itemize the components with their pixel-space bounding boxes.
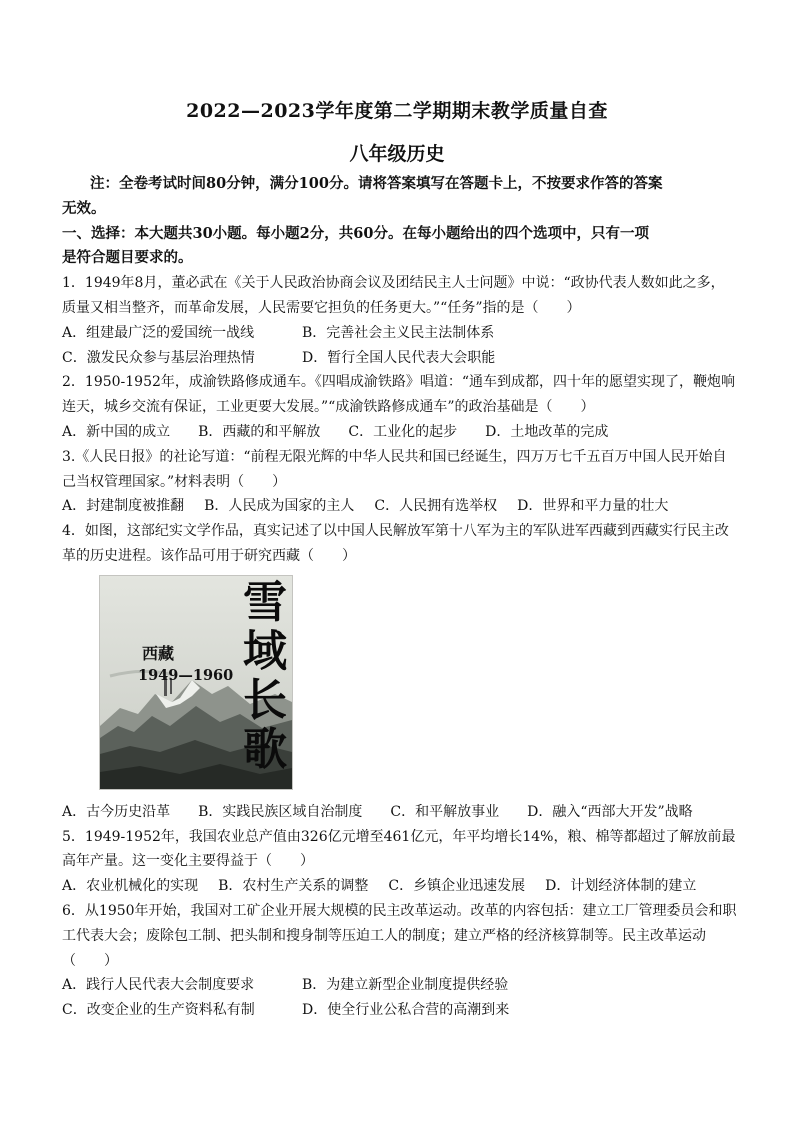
- section-heading-cont: [62, 246, 752, 271]
- question-6: [62, 899, 752, 1023]
- question-2-options: [62, 420, 752, 445]
- question-4-line-2: 革的历史进程。该作品可用于研究西藏（ ）: [62, 547, 356, 564]
- cover-years: 1949—1960: [138, 666, 234, 684]
- cover-title: [237, 578, 293, 774]
- question-5-line-2: 高年产量。这一变化主要得益于（ ）: [62, 853, 314, 870]
- question-5-line-1: 5．1949-1952年，我国农业总产值由326亿元增至461亿元，年平均增长14%，粮、棉等都超过了解放前最: [62, 828, 736, 845]
- question-1-options-row-2: [62, 346, 752, 371]
- question-1-options-row-1: [62, 321, 752, 346]
- note-continuation: [62, 197, 752, 222]
- question-3-option-a: A．封建制度被推翻: [62, 498, 185, 515]
- question-5: [62, 825, 752, 899]
- question-6-options-row-1: [62, 973, 752, 998]
- question-6-option-c: C．改变企业的生产资料私有制: [62, 1002, 255, 1019]
- question-4-option-b: B．实践民族区域自治制度: [198, 803, 363, 820]
- exam-title: 2022—2023学年度第二学期期末教学质量自查: [186, 100, 608, 122]
- question-2-option-a: A．新中国的成立: [62, 423, 171, 440]
- question-5-option-c: C．乡镇企业迅速发展: [388, 878, 526, 895]
- question-6-line-2: 工代表大会；废除包工制、把头制和搜身制等压迫工人的制度；建立严格的经济核算制等。民主改革运动: [62, 927, 706, 944]
- section-heading-line-2: 是符合题目要求的。: [62, 249, 193, 267]
- question-3-option-d: D．世界和平力量的壮大: [517, 498, 669, 515]
- cover-title-char-3: 长: [243, 674, 287, 726]
- question-6-options-row-2: [62, 998, 752, 1023]
- question-5-option-a: A．农业机械化的实现: [62, 878, 199, 895]
- question-2-line-2: 连天，城乡交流有保证，工业更要大发展。”“成渝铁路修成通车”的政治基础是（ ）: [62, 399, 595, 416]
- question-4-line-1: 4．如图，这部纪实文学作品，真实记述了以中国人民解放军第十八军为主的军队进军西藏到西藏实行民主改: [62, 523, 729, 540]
- book-cover-image: [99, 575, 293, 790]
- exam-content: [62, 172, 752, 1023]
- question-4-options: [62, 800, 752, 825]
- question-1-option-b: B．完善社会主义民主法制体系: [302, 324, 495, 341]
- question-2-line-1: 2．1950-1952年，成渝铁路修成通车。《四唱成渝铁路》唱道：“通车到成都，四十年的愿望实现了，鞭炮响: [62, 374, 736, 391]
- cover-title-char-2: 域: [243, 625, 287, 677]
- question-1-option-d: D．暂行全国人民代表大会职能: [302, 349, 496, 366]
- question-6-line-1: 6．从1950年开始，我国对工矿企业开展大规模的民主改革运动。改革的内容包括：建立工厂管理委员会和职: [62, 902, 737, 919]
- note-line-2: 无效。: [62, 199, 106, 217]
- question-4-option-a: A．古今历史沿革: [62, 803, 171, 820]
- question-3-option-b: B．人民成为国家的主人: [204, 498, 355, 515]
- question-1-line-1: 1．1949年8月，董必武在《关于人民政治协商会议及团结民主人士问题》中说：“政协代表人数如此之多，: [62, 275, 725, 292]
- cover-label: 西藏: [142, 643, 175, 663]
- section-heading: [62, 222, 752, 247]
- cover-title-char-1: 雪: [243, 576, 287, 628]
- question-4-option-d: D．融入“西部大开发”战略: [527, 803, 693, 820]
- question-3-option-c: C．人民拥有选举权: [374, 498, 498, 515]
- question-2-option-d: D．土地改革的完成: [485, 423, 609, 440]
- exam-note: [62, 172, 752, 197]
- question-6-option-a: A．践行人民代表大会制度要求: [62, 977, 255, 994]
- question-6-line-3: （ ）: [62, 952, 118, 969]
- question-2-option-c: C．工业化的起步: [348, 423, 458, 440]
- question-1: [62, 271, 752, 370]
- question-3-line-1: 3.《人民日报》的社论写道：“前程无限光辉的中华人民共和国已经诞生，四万万七千五百万中国人民开始自: [62, 448, 727, 465]
- question-3-options: [62, 494, 752, 519]
- question-3: [62, 445, 752, 519]
- question-5-options: [62, 874, 752, 899]
- cover-title-char-4: 歌: [243, 723, 287, 775]
- question-4-option-c: C．和平解放事业: [390, 803, 500, 820]
- question-6-option-b: B．为建立新型企业制度提供经验: [302, 977, 509, 994]
- question-4: [62, 519, 752, 824]
- section-heading-line-1: 一、选择：本大题共30小题。每小题2分，共60分。在每小题给出的四个选项中，只有一项: [62, 224, 649, 242]
- question-5-option-b: B．农村生产关系的调整: [218, 878, 369, 895]
- question-1-line-2: 质量又相当整齐，而革命发展，人民需要它担负的任务更大。”“任务”指的是（ ）: [62, 299, 581, 316]
- question-5-option-d: D．计划经济体制的建立: [545, 878, 697, 895]
- question-1-option-a: A．组建最广泛的爱国统一战线: [62, 324, 255, 341]
- question-6-option-d: D．使全行业公私合营的高潮到来: [302, 1002, 510, 1019]
- question-2-option-b: B．西藏的和平解放: [198, 423, 321, 440]
- question-2: [62, 370, 752, 444]
- exam-subtitle: 八年级历史: [349, 143, 445, 165]
- note-line-1: 注：全卷考试时间80分钟，满分100分。请将答案填写在答题卡上，不按要求作答的答案: [90, 175, 663, 192]
- question-1-option-c: C．激发民众参与基层治理热情: [62, 349, 255, 366]
- question-3-line-2: 己当权管理国家。”材料表明（ ）: [62, 473, 287, 490]
